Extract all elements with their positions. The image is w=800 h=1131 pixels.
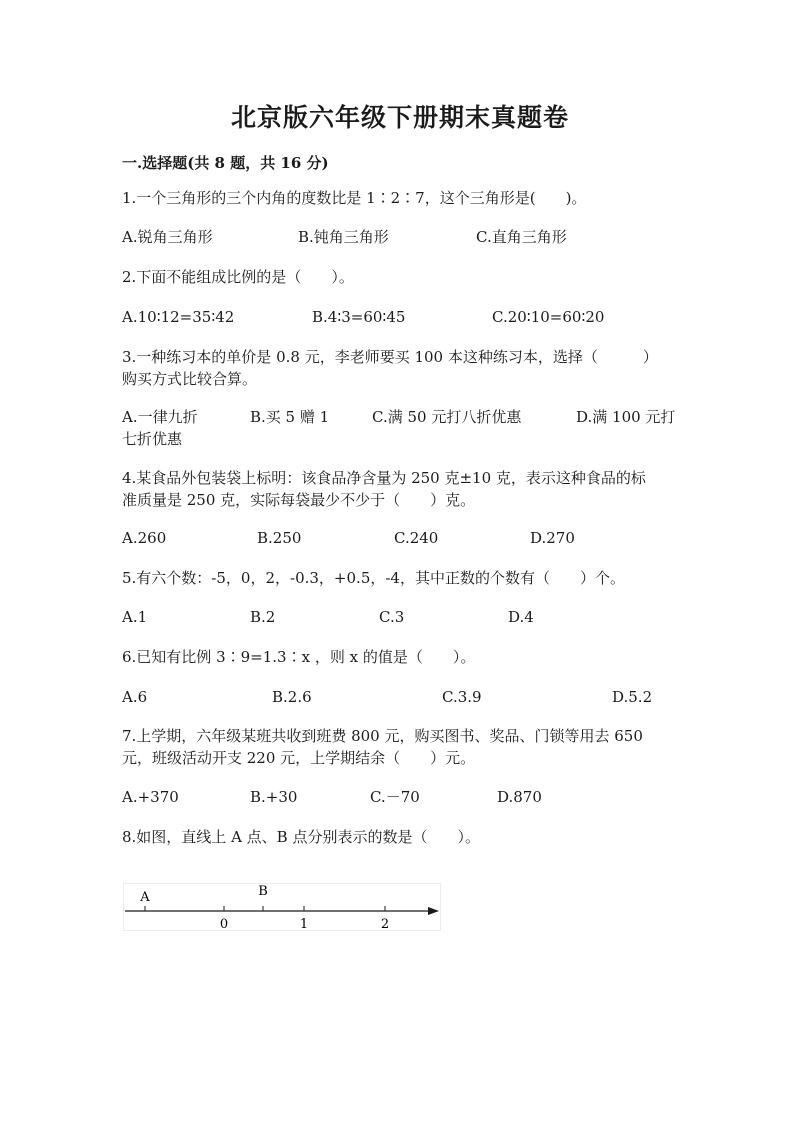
question-8: 8.如图，直线上 A 点、B 点分别表示的数是（ ）。 <box>122 828 480 846</box>
number-line-figure <box>123 883 441 931</box>
q4-option-a: A.260 <box>122 529 167 547</box>
q4-option-b: B.250 <box>257 529 302 547</box>
question-6: 6.已知有比例 3∶9=1.3∶x ，则 x 的值是（ ）。 <box>122 648 476 666</box>
q5-option-c: C.3 <box>379 608 405 626</box>
question-4-line-2: 准质量是 250 克，实际每袋最少不少于（ ）克。 <box>122 491 476 509</box>
q7-option-a: A.+370 <box>122 788 179 806</box>
q5-option-b: B.2 <box>250 608 276 626</box>
q6-option-a: A.6 <box>122 688 148 706</box>
page-title: 北京版六年级下册期末真题卷 <box>230 103 569 132</box>
q7-option-b: B.+30 <box>250 788 298 806</box>
section-heading: 一.选择题(共 8 题，共 16 分) <box>122 154 329 172</box>
q3-option-b: B.买 5 赠 1 <box>250 408 330 426</box>
question-7-line-1: 7.上学期，六年级某班共收到班费 800 元，购买图书、奖品、门锁等用去 650 <box>122 727 643 745</box>
point-a-label: A <box>140 890 150 905</box>
q1-option-a: A.锐角三角形 <box>122 228 213 246</box>
q5-option-a: A.1 <box>122 608 148 626</box>
q2-option-b: B.4∶3=60∶45 <box>312 308 406 326</box>
q3-option-a: A.一律九折 <box>122 408 198 426</box>
q5-option-d: D.4 <box>508 608 534 626</box>
figure-border <box>124 884 441 931</box>
tick-label-0: 0 <box>219 917 229 931</box>
q7-option-d: D.870 <box>497 788 542 806</box>
tick-label-1: 1 <box>299 917 309 931</box>
question-3-line-1: 3.一种练习本的单价是 0.8 元，李老师要买 100 本这种练习本，选择（ ） <box>122 348 658 366</box>
question-1: 1.一个三角形的三个内角的度数比是 1∶2∶7，这个三角形是( )。 <box>122 189 587 207</box>
question-5: 5.有六个数：-5，0，2，-0.3，+0.5，-4，其中正数的个数有（ ）个。 <box>122 569 625 587</box>
arrow-head-icon <box>428 907 439 915</box>
q7-option-c: C.－70 <box>370 788 420 806</box>
question-3-line-2: 购买方式比较合算。 <box>122 370 258 388</box>
q2-option-c: C.20∶10=60∶20 <box>492 308 605 326</box>
q3-option-c: C.满 50 元打八折优惠 <box>372 408 522 426</box>
point-b-label: B <box>258 884 268 899</box>
q1-option-b: B.钝角三角形 <box>298 228 389 246</box>
q2-option-a: A.10∶12=35∶42 <box>122 308 235 326</box>
question-2: 2.下面不能组成比例的是（ ）。 <box>122 268 354 286</box>
q4-option-c: C.240 <box>394 529 439 547</box>
q3-option-d: D.满 100 元打 <box>576 408 676 426</box>
question-7-line-2: 元，班级活动开支 220 元，上学期结余（ ）元。 <box>122 749 476 767</box>
q1-option-c: C.直角三角形 <box>476 228 567 246</box>
q6-option-d: D.5.2 <box>612 688 653 706</box>
question-4-line-1: 4.某食品外包装袋上标明：该食品净含量为 250 克±10 克，表示这种食品的标 <box>122 469 646 487</box>
q3-option-d-continued: 七折优惠 <box>122 430 183 448</box>
tick-label-2: 2 <box>380 917 390 931</box>
q6-option-c: C.3.9 <box>442 688 482 706</box>
q4-option-d: D.270 <box>530 529 575 547</box>
q6-option-b: B.2.6 <box>272 688 312 706</box>
